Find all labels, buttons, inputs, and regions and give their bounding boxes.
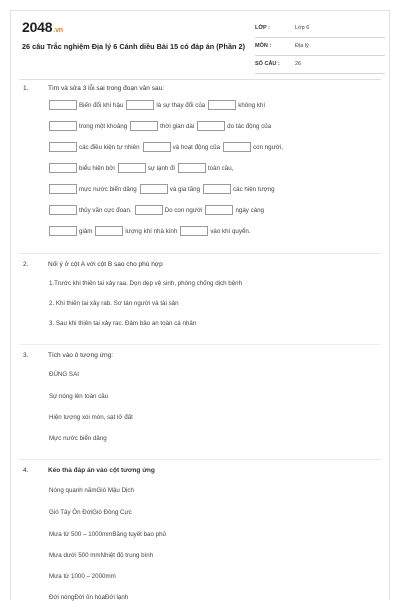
answer-blank[interactable]: [135, 205, 163, 215]
question-title: Kéo thả đáp án vào cột tương ứng: [48, 467, 155, 474]
fill-line: [49, 226, 251, 237]
answer-blank[interactable]: [143, 142, 171, 152]
logo-suffix: .vn: [53, 27, 63, 34]
meta-row-class: [255, 20, 385, 38]
drag-item[interactable]: Mưa từ 1000 – 2000mm: [49, 573, 116, 580]
fill-text: mực nước biển dâng: [79, 185, 137, 193]
question-divider: [19, 344, 381, 345]
meta-key: MÔN :: [255, 43, 272, 49]
fill-line: [49, 121, 271, 132]
answer-blank[interactable]: [49, 226, 77, 236]
question-title: Nối ý ở cột A với cột B sao cho phù hợp: [48, 261, 163, 268]
site-logo[interactable]: [22, 19, 63, 35]
meta-key: SỐ CÂU :: [255, 61, 280, 67]
fill-text: biểu hiện bởi: [79, 164, 115, 172]
fill-text: Biến đổi khí hậu: [79, 101, 124, 109]
fill-text: và gia tăng: [169, 185, 201, 193]
question-title: Tìm và sửa 3 lỗi sai trong đoạn văn sau:: [48, 85, 164, 92]
fill-text: trong một khoảng: [79, 122, 128, 130]
worksheet-page: [10, 10, 390, 600]
question-divider: [19, 253, 381, 254]
answer-blank[interactable]: [49, 205, 77, 215]
question-number: 4.: [23, 467, 29, 474]
fill-line: [49, 142, 283, 153]
fill-text: ngày càng: [235, 206, 264, 214]
meta-row-count: [255, 56, 385, 74]
fill-text: các hiện tượng: [233, 185, 275, 193]
fill-line: [49, 205, 264, 216]
fill-text: sự lạnh đi: [147, 164, 175, 172]
answer-blank[interactable]: [197, 121, 225, 131]
drag-item[interactable]: Gió Tây Ôn ĐớiGió Đông Cực: [49, 509, 132, 516]
meta-value: 26: [295, 61, 302, 67]
fill-line: [49, 100, 265, 111]
drag-item[interactable]: Nóng quanh nămGió Mậu Dịch: [49, 487, 134, 494]
fill-text: con người,: [253, 143, 283, 151]
meta-table: [255, 20, 385, 74]
answer-blank[interactable]: [130, 121, 158, 131]
fill-text: là sự thay đổi của: [156, 101, 206, 109]
statement-item[interactable]: Hiện tượng xói mòn, sạt lở đất: [49, 414, 133, 421]
answer-blank[interactable]: [118, 163, 146, 173]
meta-value: Địa lý: [295, 43, 309, 49]
fill-line: [49, 184, 275, 195]
fill-text: toàn cầu,: [207, 164, 234, 172]
meta-key: LỚP :: [255, 25, 270, 31]
fill-text: thời gian dài: [160, 122, 195, 130]
question-number: 3.: [23, 352, 29, 359]
answer-blank[interactable]: [180, 226, 208, 236]
question-title: Tích vào ô tương ứng:: [48, 352, 113, 359]
header-divider: [19, 79, 381, 80]
fill-text: lượng khí nhà kính: [125, 227, 178, 235]
answer-blank[interactable]: [203, 184, 231, 194]
answer-blank[interactable]: [49, 100, 77, 110]
match-item[interactable]: 1.Trước khi thiên tai xảy raa. Dọn dẹp vệ sinh, phòng chống dịch bệnh: [49, 280, 243, 287]
answer-blank[interactable]: [95, 226, 123, 236]
answer-blank[interactable]: [49, 142, 77, 152]
logo-text: 2048: [22, 19, 53, 35]
fill-text: giảm: [79, 227, 93, 235]
answer-blank[interactable]: [205, 205, 233, 215]
question-number: 1.: [23, 85, 29, 92]
answer-blank[interactable]: [178, 163, 206, 173]
match-item[interactable]: 2. Khi thiên tai xảy rab. Sơ tán người và tài sản: [49, 300, 179, 307]
meta-value: Lớp 6: [295, 25, 310, 31]
fill-text: và hoạt động của: [172, 143, 221, 151]
fill-text: Do con người: [164, 206, 203, 214]
fill-line: [49, 163, 233, 174]
answer-blank[interactable]: [49, 121, 77, 131]
answer-blank[interactable]: [208, 100, 236, 110]
statement-item[interactable]: Sự nóng lên toàn cầu: [49, 393, 109, 400]
fill-text: các điều kiện tự nhiên: [79, 143, 140, 151]
drag-item[interactable]: Mưa từ 500 – 1000mmBăng tuyết bao phủ: [49, 531, 166, 538]
answer-blank[interactable]: [223, 142, 251, 152]
fill-text: không khí: [238, 101, 266, 109]
question-number: 2.: [23, 261, 29, 268]
answer-blank[interactable]: [49, 163, 77, 173]
table-header: ĐÚNG SAI: [49, 371, 79, 378]
answer-blank[interactable]: [49, 184, 77, 194]
drag-item[interactable]: Đới nóngĐới ôn hòaĐới lạnh: [49, 594, 129, 601]
answer-blank[interactable]: [126, 100, 154, 110]
question-divider: [19, 459, 381, 460]
fill-text: thủy văn cực đoan.: [79, 206, 132, 214]
fill-text: do tác động của: [227, 122, 272, 130]
meta-row-subject: [255, 38, 385, 56]
fill-text: vào khí quyển.: [210, 227, 251, 235]
drag-item[interactable]: Mưa dưới 500 mmNhiệt độ trung bình: [49, 552, 154, 559]
statement-item[interactable]: Mực nước biển dâng: [49, 435, 107, 442]
match-item[interactable]: 3. Sau khi thiên tai xảy rac. Đảm bảo an toàn cá nhân: [49, 320, 197, 327]
page-title: 26 câu Trắc nghiệm Địa lý 6 Cánh diều Bài 15 có đáp án (Phần 2): [22, 42, 246, 51]
answer-blank[interactable]: [140, 184, 168, 194]
